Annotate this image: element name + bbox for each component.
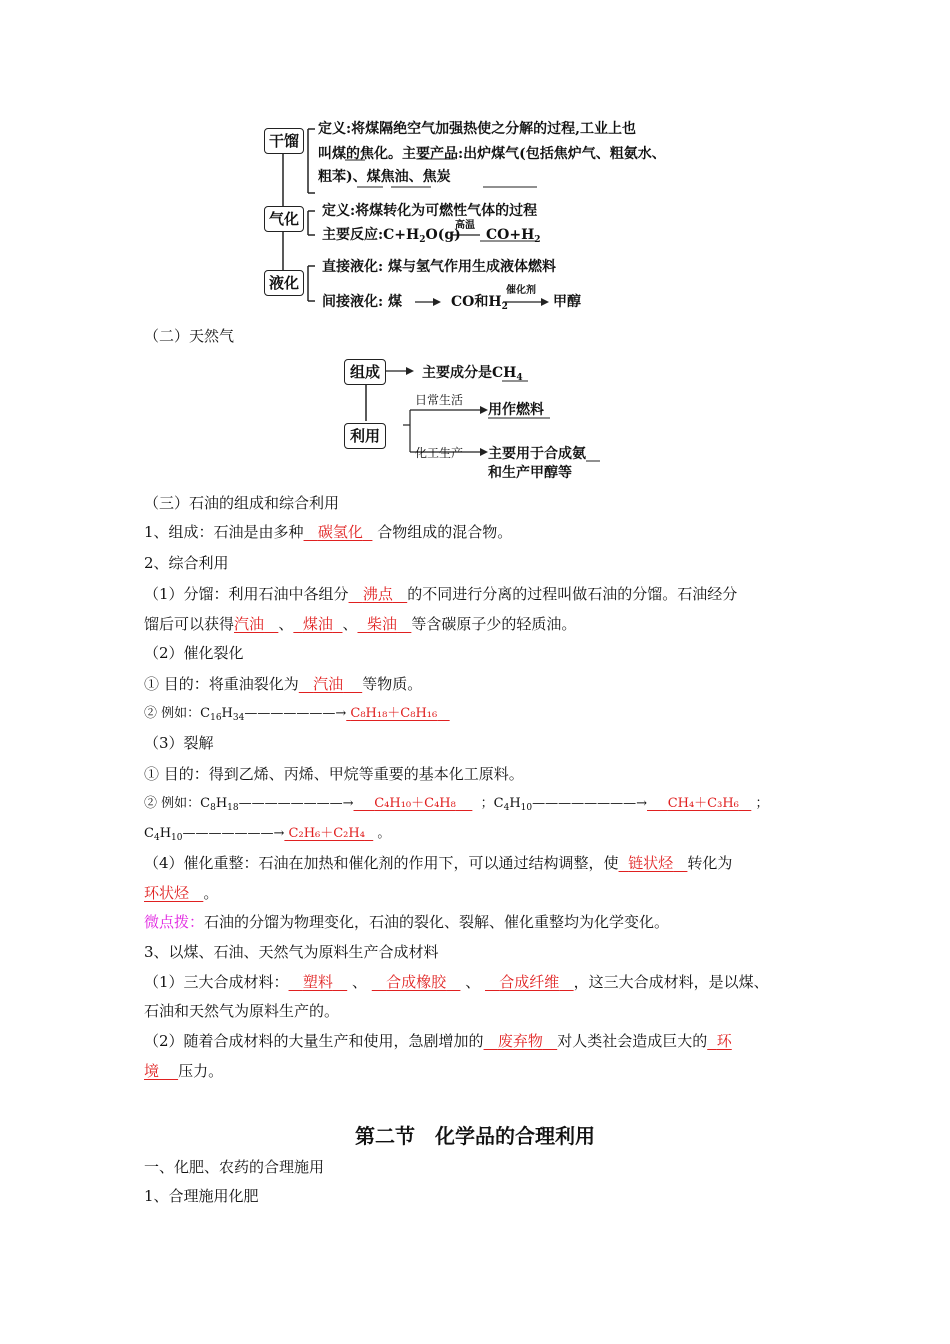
para-fertilizer-sub: 1、合理施用化肥 xyxy=(144,1187,259,1205)
chem-production-label: 化工生产 xyxy=(415,446,464,460)
para-fractionation-2: 馏后可以获得汽油 、 煤油 、 柴油 等含碳原子少的轻质油。 xyxy=(144,615,577,633)
yehua-direct: 直接液化: 煤与氢气作用生成液体燃料 xyxy=(322,259,557,275)
qihua-condition: 高温 xyxy=(455,220,475,231)
para-fertilizer-heading: 一、化肥、农药的合理施用 xyxy=(144,1158,325,1176)
natural-gas-heading: （二）天然气 xyxy=(144,327,235,345)
para-pyrolysis: （3）裂解 xyxy=(144,734,214,752)
daily-use: 用作燃料 xyxy=(488,402,544,418)
ganliu-line-2: 叫煤的焦化。主要产品:出炉煤气(包括焦炉气、粗氨水、 xyxy=(318,146,666,162)
yehua-product: 甲醇 xyxy=(553,294,581,310)
para-reforming-2: 环状烃 。 xyxy=(144,884,219,902)
para-tip: 微点拨：石油的分馏为物理变化，石油的裂化、裂解、催化重整均为化学变化。 xyxy=(144,913,670,931)
para-fractionation-1: （1）分馏：利用石油中各组分 沸点 的不同进行分离的过程叫做石油的分馏。石油经分 xyxy=(144,585,738,603)
para-comprehensive: 2、综合利用 xyxy=(144,554,229,572)
para-composition: 1、组成：石油是由多种 碳氢化 合物组成的混合物。 xyxy=(144,523,513,541)
yehua-box: 液化 xyxy=(264,270,304,296)
qihua-product: $CO+H_2$ xyxy=(486,227,541,245)
zucheng-box: 组成 xyxy=(344,359,386,385)
ganliu-box: 干馏 xyxy=(264,128,304,154)
para-cracking-purpose: ① 目的：将重油裂化为 汽油 等物质。 xyxy=(144,675,423,693)
ganliu-line-1: 定义:将煤隔绝空气加强热使之分解的过程,工业上也 xyxy=(318,121,637,137)
main-component: 主要成分是$CH_4$ xyxy=(422,365,523,383)
petroleum-heading: （三）石油的组成和综合利用 xyxy=(144,494,340,512)
qihua-definition: 定义:将煤转化为可燃性气体的过程 xyxy=(322,203,538,219)
section-title: 第二节 化学品的合理利用 xyxy=(355,1124,595,1148)
para-reforming-1: （4）催化重整：石油在加热和催化剂的作用下，可以通过结构调整，使 链状烃 转化为 xyxy=(144,854,733,872)
chem-use-2: 和生产甲醇等 xyxy=(488,465,572,481)
para-waste-1: （2）随着合成材料的大量生产和使用，急剧增加的 废弃物 对人类社会造成巨大的 环 xyxy=(144,1032,732,1050)
liyong-box: 利用 xyxy=(344,423,386,449)
para-synthetic-1: （1）三大合成材料： 塑料 、 合成橡胶 、 合成纤维 ，这三大合成材料，是以煤、 xyxy=(144,973,769,991)
daily-life-label: 日常生活 xyxy=(415,393,464,407)
qihua-box: 气化 xyxy=(264,206,304,232)
para-pyrolysis-example-2: $C_4H_{10}———————\to C_2H_6+C_2H_4$ 。 xyxy=(144,826,391,843)
para-waste-2: 境 压力。 xyxy=(144,1062,224,1080)
para-synthetic-heading: 3、以煤、石油、天然气为原料生产合成材料 xyxy=(144,943,439,961)
yehua-condition: 催化剂 xyxy=(506,285,536,296)
para-synthetic-2: 石油和天然气为原料生产的。 xyxy=(144,1002,340,1020)
para-cracking: （2）催化裂化 xyxy=(144,644,244,662)
para-pyrolysis-purpose: ① 目的：得到乙烯、丙烯、甲烷等重要的基本化工原料。 xyxy=(144,765,524,783)
para-cracking-example: ② 例如：$C_{16}H_{34}———————\to C_8H_{18}+C_8H_{16}$ xyxy=(144,706,438,723)
ganliu-line-3: 粗苯)、煤焦油、焦炭 xyxy=(318,169,451,185)
yehua-indirect-mid: CO和$H_2$ xyxy=(451,294,508,312)
yehua-indirect: 间接液化: 煤 xyxy=(322,294,403,310)
chem-use-1: 主要用于合成氨 xyxy=(488,446,586,462)
qihua-reaction: 主要反应$:C+H_2O(g)$ xyxy=(322,227,461,245)
para-pyrolysis-example-1: ② 例如：$C_8H_{18}————————\to$ C₄H₁₀＋C₄H₈ ；$C_4H_{10}————————\to$ CH₄＋C₃H₆ ； xyxy=(144,796,769,813)
